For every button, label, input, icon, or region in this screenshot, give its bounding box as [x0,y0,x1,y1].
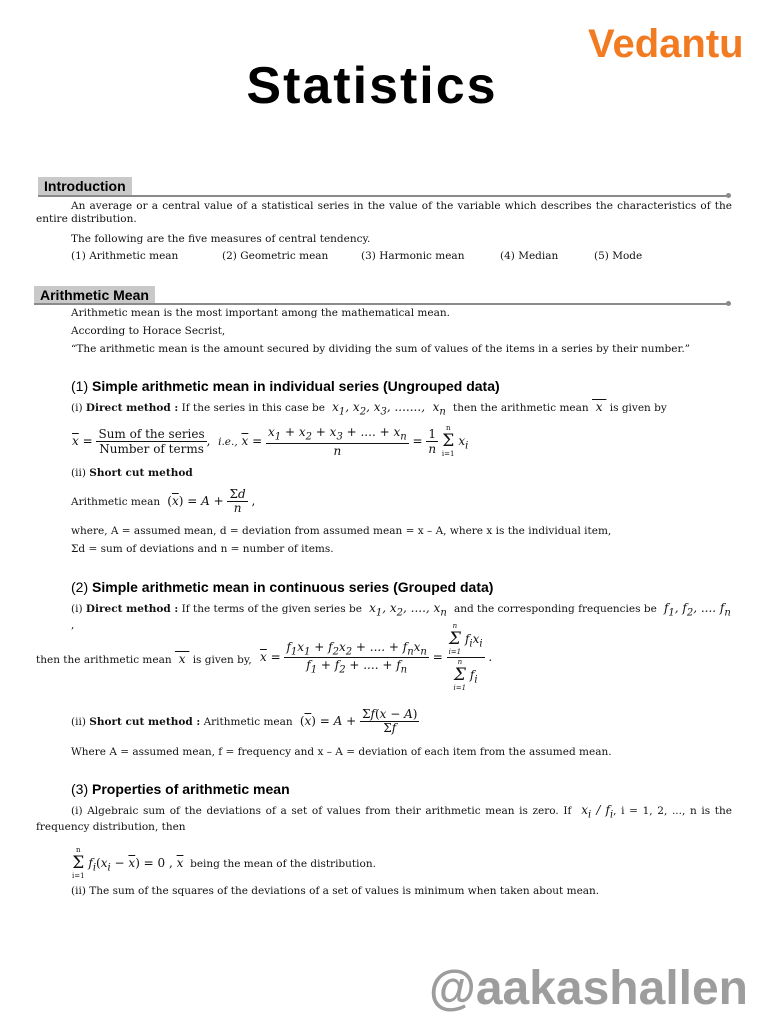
am-quote: “The arithmetic mean is the amount secured by dividing the sum of values of the items in a series by their number.” [71,343,691,355]
s2-direct-formula: $\overline{x}$ = $\frac{f_1x_1 + f_2x_2 + .... + f_nx_n}{f_1 + f_2 + .... + f_n}$ = n Σ i=1 $f_ix_i$ n Σ i=1 $f_i$ . [260,622,493,692]
section-rule [38,195,728,197]
subsection-title-3: (3) Properties of arithmetic mean [71,781,290,797]
measure-item: (3) Harmonic mean [361,250,465,262]
s3-property-2: (ii) The sum of the squares of the deviations of a set of values is minimum when taken about mean. [71,885,600,897]
s2-then-text: then the arithmetic mean x is given by, [36,652,252,666]
section-heading-arithmetic-mean: Arithmetic Mean [34,286,155,304]
section-heading-introduction: Introduction [38,177,132,195]
measure-item: (5) Mode [594,250,643,262]
intro-paragraph: An average or a central value of a statistical series in the value of the variable which describes the characteristics of the entire distribution. [36,200,732,225]
subsection-title-2: (2) Simple arithmetic mean in continuous series (Grouped data) [71,579,494,595]
s1-direct-method-line: (i) Direct method : If the series in this case be $x_1$, $x_2$, $x_3$, ......., $x_n$ then the arithmetic mean x is given by [71,400,667,418]
page-title: Statistics [246,57,498,115]
s2-direct-method-line: (i) Direct method : If the terms of the given series be $x_1$, $x_2$, ...., $x_n$ and the corresponding frequencies be $f_1$, $f_2$, .... $f_n$ , [71,601,731,632]
s1-short-cut-formula: Arithmetic mean $(\overline{x}) = A$ + $\frac{\Sigma d}{n}$ , [71,487,256,515]
am-paragraph-2: According to Horace Secrist, [71,325,226,337]
measure-item: (4) Median [500,250,559,262]
s3-sum-formula: n Σ i=1 $f_i(x_i - \overline{x}) = 0$ , $\overline{x}$ being the mean of the distribution. [72,846,376,880]
am-paragraph-1: Arithmetic mean is the most important among the mathematical mean. [71,307,450,319]
measure-item: (2) Geometric mean [222,250,329,262]
s1-where-line-1: where, A = assumed mean, d = deviation from assumed mean = x – A, where x is the individual item, [71,525,612,537]
s2-short-cut-formula: (ii) Short cut method : Arithmetic mean $(\overline{x}) = A$ + $\frac{\Sigma f(x - A)}{\Sigma f}$ [71,707,418,735]
section-rule [34,303,728,305]
measure-item: (1) Arithmetic mean [71,250,179,262]
s2-where-line: Where A = assumed mean, f = frequency and x – A = deviation of each item from the assumed mean. [71,746,612,758]
s3-property-1: (i) Algebraic sum of the deviations of a set of values from their arithmetic mean is zero. If $x_i / f_i$, i = 1, 2, ..., n is the frequency distribution, then [36,803,732,834]
subsection-title-1: (1) Simple arithmetic mean in individual series (Ungrouped data) [71,378,500,394]
vedantu-logo: Vedantu [588,22,744,66]
s1-direct-formula: $\overline{x}$ = $\frac{\text{Sum of the series}}{\text{Number of terms}}$ , i.e., $\overline{x}$ = $\frac{x_1 + x_2 + x_3 + .... + x_n}{n}$ = $\frac{1}{n}$ n Σ i=1 $x_i$ [72,424,469,458]
intro-measures-lead: The following are the five measures of central tendency. [71,233,371,245]
s1-short-cut-heading: (ii) Short cut method [71,467,193,479]
s1-where-line-2: Σd = sum of deviations and n = number of items. [71,543,334,555]
watermark-text: @aakashallen [429,962,748,1015]
rule-dot [726,193,731,198]
rule-dot [726,301,731,306]
